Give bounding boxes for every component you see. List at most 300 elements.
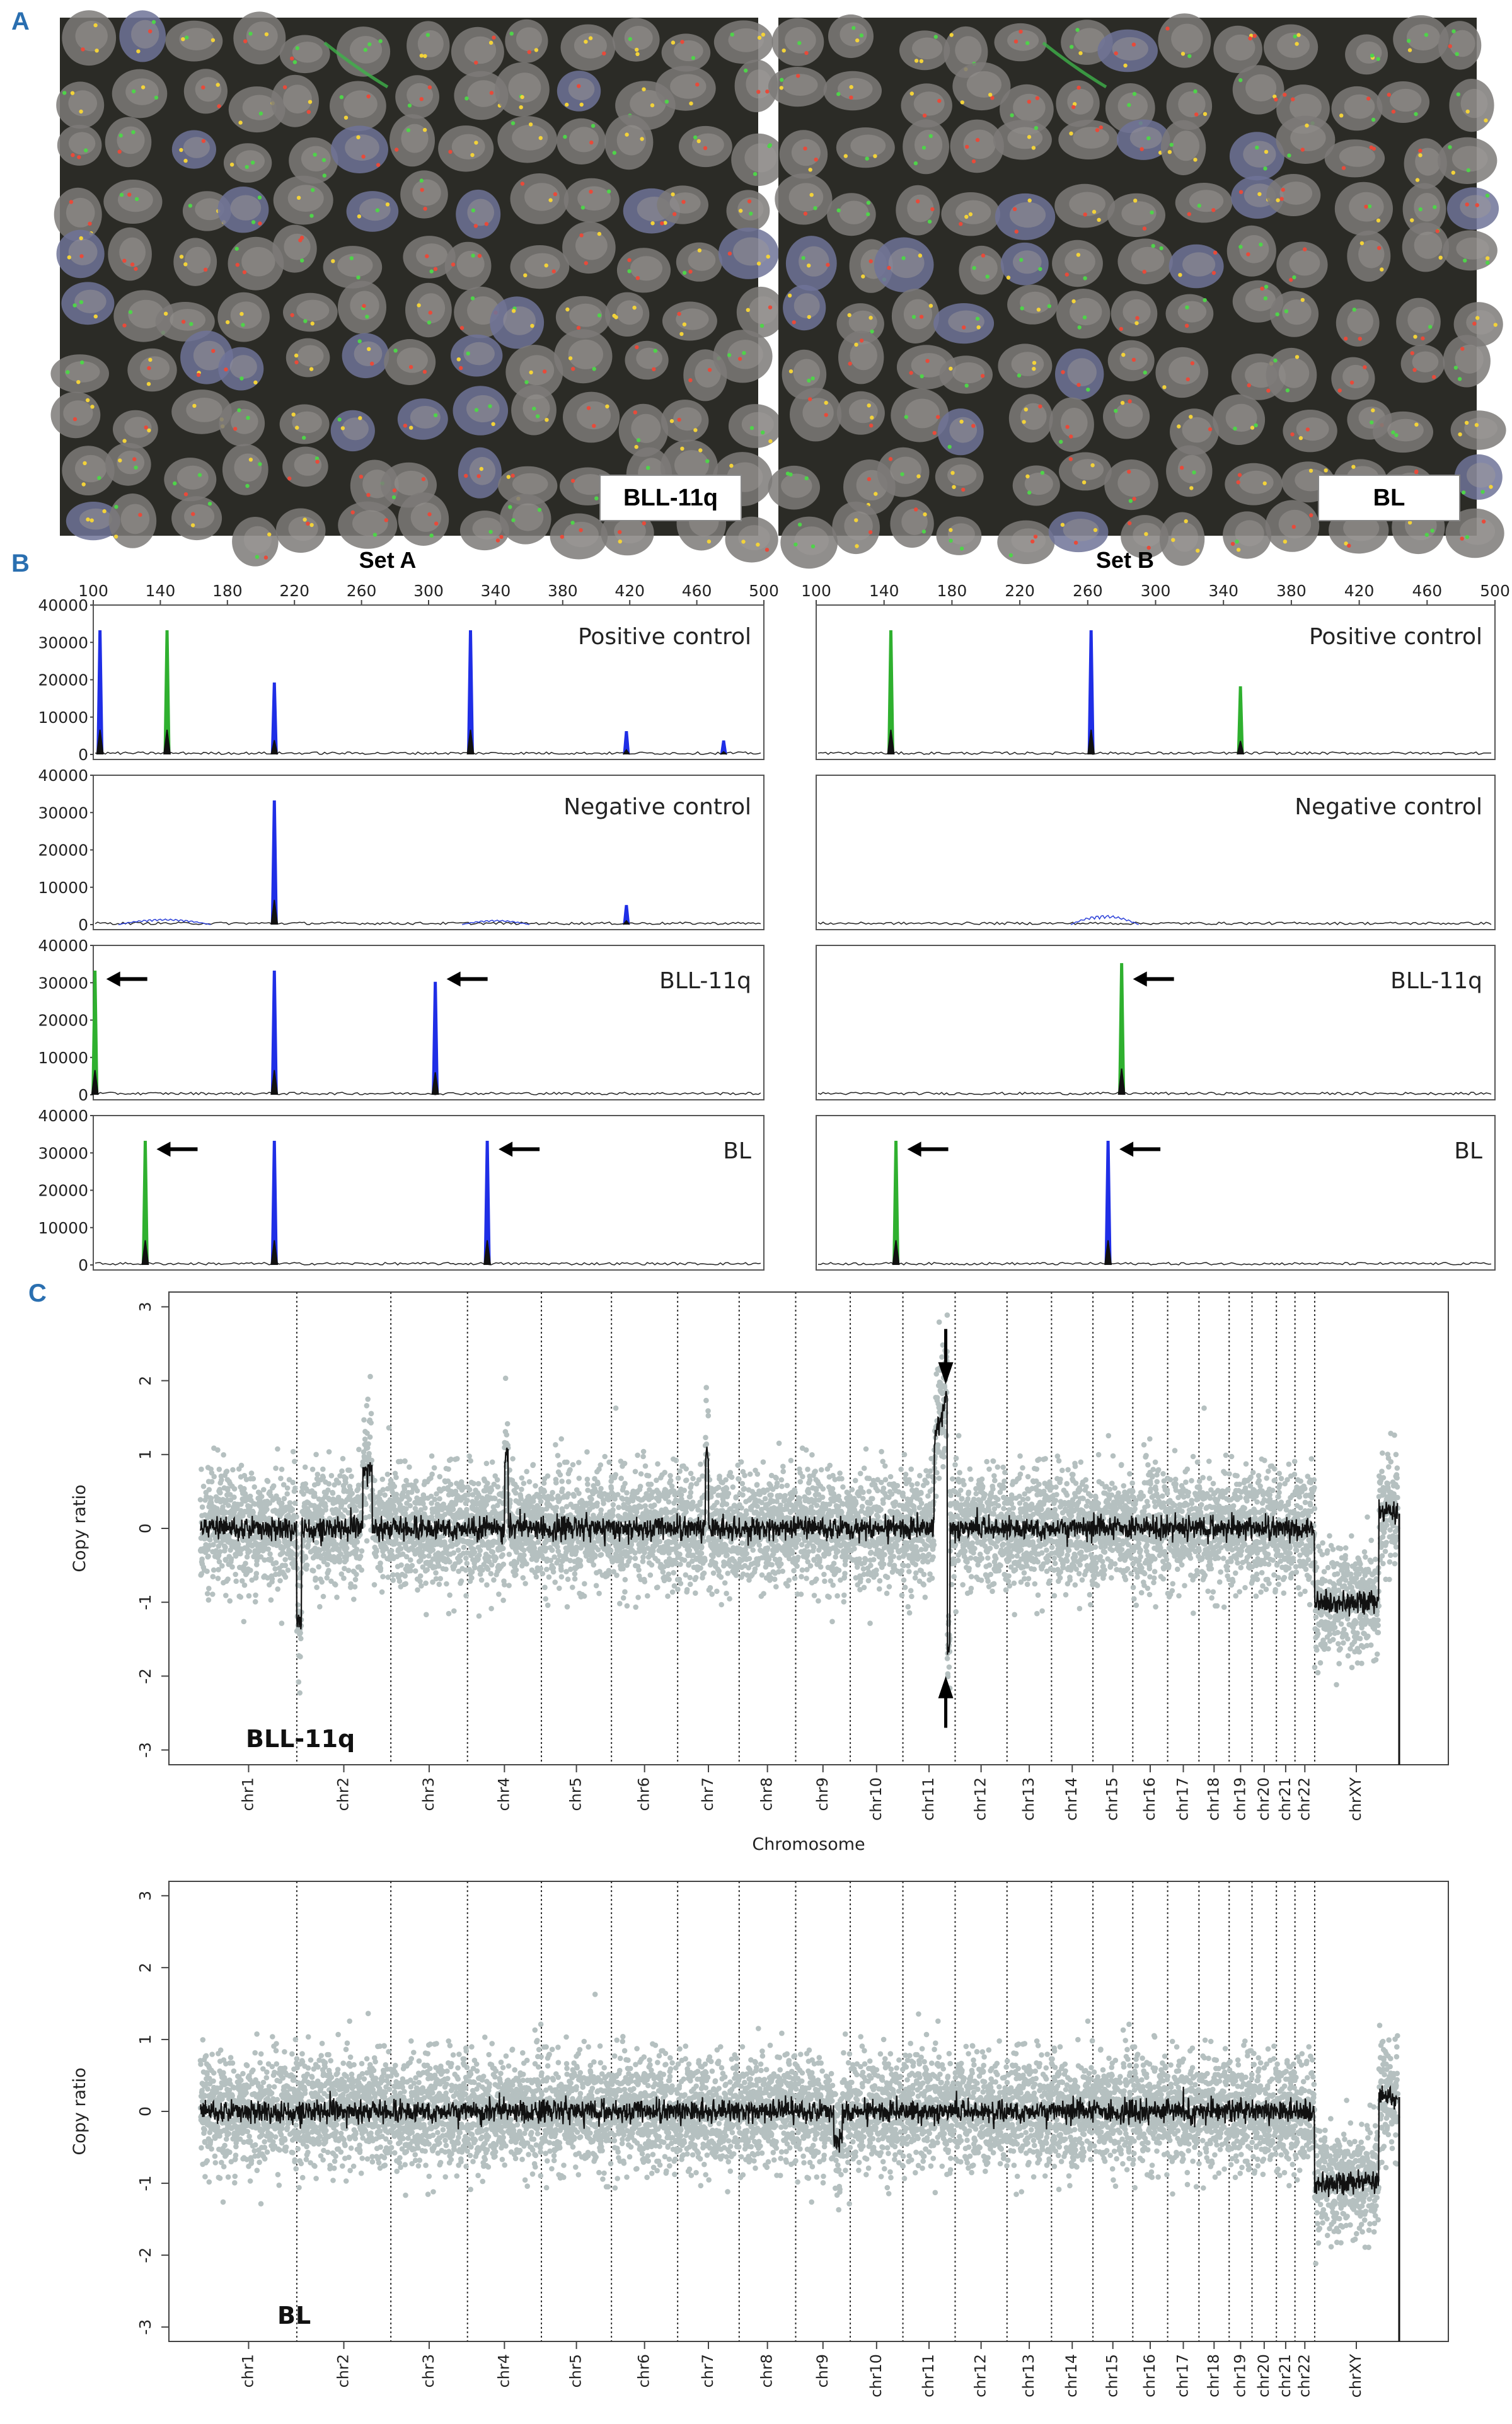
bin-point — [464, 1507, 470, 1513]
bin-point — [578, 1563, 584, 1569]
x-tick-label: 180 — [212, 582, 243, 600]
x-tick-label: 340 — [1208, 582, 1239, 600]
trace-label: Positive control — [577, 624, 751, 650]
bin-point — [805, 1467, 811, 1472]
bin-point — [201, 1484, 207, 1489]
trace-label: BL — [723, 1138, 751, 1164]
bin-point — [292, 1486, 298, 1491]
bin-point — [584, 1449, 590, 1455]
bin-point — [282, 1496, 287, 1502]
bin-point — [488, 1606, 494, 1612]
bin-point — [381, 1487, 386, 1492]
bin-point — [582, 1581, 587, 1587]
bin-point — [221, 1452, 226, 1458]
bin-point — [913, 1575, 918, 1581]
bin-point — [447, 1593, 453, 1598]
bin-point — [830, 1486, 836, 1492]
bin-point — [903, 1584, 908, 1590]
bin-point — [907, 1610, 913, 1616]
bin-point — [210, 1591, 216, 1597]
bin-point — [668, 1478, 674, 1484]
bin-point — [320, 1467, 326, 1472]
bin-point — [703, 1398, 709, 1404]
bin-point — [882, 1552, 887, 1557]
bin-point — [506, 1583, 512, 1588]
bin-point — [356, 1447, 362, 1453]
bin-point — [744, 1511, 749, 1517]
x-tick-label: 300 — [1140, 582, 1171, 600]
bin-point — [699, 1550, 705, 1556]
bin-point — [676, 1475, 681, 1481]
bin-point — [740, 1481, 746, 1487]
bin-point — [199, 1557, 205, 1562]
bin-point — [707, 1477, 713, 1483]
bin-point — [248, 1567, 253, 1573]
bin-point — [527, 1479, 533, 1485]
bin-point — [862, 1585, 867, 1591]
bin-point — [808, 1563, 814, 1569]
bin-point — [402, 1458, 408, 1464]
bin-point — [398, 1546, 404, 1552]
bin-point — [713, 1561, 718, 1566]
bin-point — [667, 1473, 673, 1479]
y-tick-label: 10000 — [38, 708, 88, 727]
bin-point — [430, 1547, 436, 1553]
bin-point — [794, 1564, 800, 1569]
bin-point — [728, 1470, 734, 1475]
bin-point — [625, 1603, 630, 1609]
bin-point — [500, 1598, 506, 1603]
bin-point — [598, 1486, 604, 1492]
bin-point — [380, 1574, 386, 1579]
bin-point — [353, 1577, 359, 1583]
bin-point — [841, 1593, 847, 1598]
bin-point — [837, 1470, 843, 1476]
bin-point — [665, 1593, 671, 1599]
bin-point — [814, 1503, 820, 1508]
bin-point — [514, 1484, 520, 1490]
bin-point — [451, 1608, 457, 1614]
trace-panel — [816, 605, 1495, 759]
bin-point — [567, 1467, 573, 1473]
bin-point — [558, 1472, 563, 1478]
bin-point — [396, 1542, 402, 1547]
bin-point — [446, 1467, 451, 1472]
bin-point — [476, 1552, 482, 1558]
bin-point — [913, 1544, 919, 1550]
x-tick-label: 180 — [937, 582, 967, 600]
bin-point — [542, 1584, 548, 1590]
bin-point — [682, 1557, 688, 1563]
bin-point — [867, 1544, 873, 1550]
trace-label: Positive control — [1308, 624, 1482, 650]
bin-point — [717, 1474, 722, 1479]
bin-point — [834, 1593, 840, 1599]
bin-point — [646, 1473, 652, 1479]
bin-point — [254, 1571, 260, 1576]
capillary-electrophoresis-plots — [0, 580, 1512, 1274]
bin-point — [407, 1497, 412, 1503]
y-tick-label: 10000 — [38, 1218, 88, 1237]
bin-point — [340, 1514, 346, 1520]
bin-point — [558, 1567, 564, 1573]
bin-point — [314, 1584, 320, 1590]
bin-point — [325, 1562, 330, 1567]
bin-point — [463, 1555, 469, 1561]
bin-point — [291, 1449, 296, 1455]
bin-point — [303, 1481, 308, 1487]
y-tick-label: -3 — [136, 1742, 154, 1758]
bin-point — [908, 1588, 914, 1594]
bin-point — [337, 1557, 343, 1562]
bin-point — [564, 1460, 570, 1465]
bin-point — [485, 1480, 490, 1486]
bin-point — [239, 1463, 245, 1469]
bin-point — [708, 1585, 713, 1591]
y-tick-label: 20000 — [38, 671, 88, 690]
bin-point — [386, 1425, 392, 1431]
bin-point — [739, 1540, 745, 1546]
bin-point — [867, 1489, 872, 1494]
bin-point — [346, 1567, 352, 1573]
bin-point — [785, 1483, 790, 1489]
panel-letter-b: B — [11, 550, 30, 577]
bin-point — [888, 1474, 894, 1480]
bin-point — [278, 1475, 284, 1481]
bin-point — [501, 1562, 507, 1567]
bin-point — [811, 1545, 817, 1550]
bin-point — [466, 1453, 472, 1459]
bin-point — [354, 1572, 359, 1578]
y-tick-label: 30000 — [38, 974, 88, 993]
bin-point — [830, 1583, 836, 1588]
bin-point — [454, 1456, 460, 1462]
trace-panel — [816, 1116, 1495, 1270]
bin-point — [881, 1561, 887, 1567]
bin-point — [596, 1591, 602, 1596]
bin-point — [901, 1578, 907, 1583]
fish-micrograph-bl — [778, 18, 1477, 536]
bin-point — [688, 1471, 694, 1477]
y-tick-label: 40000 — [38, 1107, 88, 1125]
bin-point — [472, 1550, 478, 1555]
bin-point — [826, 1595, 832, 1600]
bin-point — [374, 1549, 379, 1554]
bin-point — [477, 1548, 483, 1554]
x-tick-label: 420 — [615, 582, 645, 600]
bin-point — [251, 1484, 257, 1490]
bin-point — [471, 1481, 476, 1487]
bin-point — [329, 1473, 335, 1479]
bin-point — [417, 1579, 423, 1584]
bin-point — [519, 1475, 525, 1481]
bin-point — [684, 1477, 690, 1483]
bin-point — [642, 1550, 647, 1555]
bin-point — [429, 1472, 435, 1477]
bin-point — [233, 1579, 239, 1584]
bin-point — [761, 1591, 766, 1596]
y-tick-label: 0 — [78, 916, 88, 934]
bin-point — [799, 1591, 804, 1597]
bin-point — [913, 1562, 919, 1567]
bin-point — [552, 1579, 558, 1585]
bin-point — [902, 1452, 908, 1458]
bin-point — [839, 1509, 845, 1515]
bin-point — [283, 1574, 289, 1580]
bin-point — [241, 1619, 247, 1625]
bin-point — [670, 1590, 676, 1595]
bin-point — [456, 1547, 461, 1553]
bin-point — [739, 1459, 744, 1465]
bin-point — [608, 1548, 614, 1554]
y-tick-label: -1 — [136, 1594, 154, 1610]
bin-point — [490, 1549, 496, 1555]
x-tick-label: 460 — [681, 582, 712, 600]
y-tick-label: 20000 — [38, 841, 88, 860]
bin-point — [610, 1513, 616, 1518]
bin-point — [352, 1584, 358, 1590]
bin-point — [698, 1566, 703, 1571]
bin-point — [282, 1557, 288, 1562]
bin-point — [251, 1476, 257, 1482]
bin-point — [324, 1575, 330, 1581]
bin-point — [344, 1545, 350, 1551]
bin-point — [510, 1456, 516, 1462]
bin-point — [558, 1436, 564, 1442]
bin-point — [359, 1567, 364, 1573]
bin-point — [594, 1583, 599, 1589]
bin-point — [469, 1575, 475, 1581]
bin-point — [358, 1554, 364, 1559]
bin-point — [792, 1490, 798, 1496]
bin-point — [540, 1571, 546, 1576]
bin-point — [726, 1491, 732, 1496]
bin-point — [423, 1581, 429, 1586]
y-axis-label: Copy ratio — [70, 1484, 89, 1573]
bin-point — [709, 1591, 715, 1597]
bin-point — [652, 1503, 657, 1508]
bin-point — [472, 1565, 478, 1571]
y-tick-label: 2 — [136, 1375, 154, 1386]
bin-point — [372, 1582, 378, 1588]
trace-label: BLL-11q — [1390, 968, 1482, 994]
bin-point — [448, 1482, 454, 1487]
bin-point — [666, 1499, 672, 1505]
bin-point — [205, 1554, 211, 1559]
bin-point — [378, 1561, 383, 1566]
bin-point — [765, 1545, 771, 1551]
bin-point — [875, 1488, 880, 1494]
bin-point — [582, 1593, 587, 1599]
bin-point — [895, 1483, 901, 1489]
bin-point — [611, 1502, 616, 1508]
bin-point — [347, 1467, 352, 1473]
bin-point — [677, 1469, 683, 1474]
bin-point — [413, 1568, 418, 1574]
bin-point — [557, 1586, 562, 1591]
bin-point — [393, 1510, 398, 1516]
bin-point — [211, 1474, 217, 1480]
bin-point — [724, 1552, 730, 1558]
bin-point — [622, 1461, 628, 1467]
x-tick-label: 140 — [869, 582, 899, 600]
x-tick-label: 380 — [547, 582, 578, 600]
bin-point — [648, 1573, 654, 1578]
bin-point — [649, 1562, 655, 1568]
bin-point — [283, 1563, 289, 1569]
bin-point — [277, 1578, 283, 1584]
y-tick-label: 0 — [136, 1523, 154, 1533]
bin-point — [211, 1567, 217, 1573]
bin-point — [222, 1545, 228, 1550]
bin-point — [842, 1571, 848, 1576]
bin-point — [804, 1576, 809, 1581]
bin-point — [622, 1481, 628, 1487]
bin-point — [465, 1498, 470, 1503]
bin-point — [778, 1561, 784, 1567]
bin-point — [484, 1461, 490, 1467]
bin-point — [326, 1568, 332, 1574]
bin-point — [249, 1470, 255, 1476]
bin-point — [290, 1507, 296, 1513]
bin-point — [812, 1593, 817, 1598]
bin-point — [385, 1472, 391, 1477]
bin-point — [860, 1504, 865, 1509]
bin-point — [819, 1467, 824, 1473]
bin-point — [641, 1449, 647, 1455]
bin-point — [303, 1555, 309, 1561]
bin-point — [860, 1496, 866, 1501]
bin-point — [199, 1467, 204, 1472]
bin-point — [618, 1475, 624, 1481]
bin-point — [727, 1596, 732, 1602]
bin-point — [792, 1576, 798, 1581]
bin-point — [285, 1486, 291, 1491]
bin-point — [906, 1477, 912, 1483]
bin-point — [290, 1480, 296, 1486]
bin-point — [891, 1554, 897, 1559]
bin-point — [565, 1491, 571, 1497]
bin-point — [683, 1509, 689, 1515]
bin-point — [267, 1551, 273, 1557]
bin-point — [818, 1564, 824, 1570]
bin-point — [860, 1489, 866, 1495]
bin-point — [215, 1447, 221, 1453]
bin-point — [408, 1557, 413, 1563]
bin-point — [724, 1486, 730, 1492]
bin-point — [560, 1486, 565, 1492]
bin-point — [855, 1564, 860, 1570]
bin-point — [378, 1566, 384, 1571]
bin-point — [300, 1543, 306, 1549]
fish-cells-image — [778, 18, 1477, 536]
bin-point — [519, 1487, 524, 1492]
bin-point — [617, 1601, 623, 1607]
bin-point — [422, 1505, 428, 1511]
bin-point — [779, 1477, 785, 1483]
bin-point — [545, 1474, 551, 1479]
trace-label: BL — [1454, 1138, 1482, 1164]
bin-point — [492, 1496, 498, 1501]
bin-point — [851, 1546, 857, 1552]
bin-point — [367, 1434, 373, 1440]
x-tick-label: 300 — [413, 582, 444, 600]
bin-point — [392, 1484, 398, 1489]
bin-point — [725, 1571, 730, 1576]
bin-point — [807, 1477, 813, 1483]
bin-point — [534, 1574, 540, 1580]
bin-point — [687, 1548, 693, 1554]
bin-point — [739, 1505, 744, 1511]
bin-point — [421, 1554, 427, 1559]
bin-point — [206, 1586, 212, 1591]
bin-point — [259, 1494, 265, 1499]
bin-point — [909, 1482, 915, 1488]
bin-point — [714, 1500, 720, 1506]
bin-point — [627, 1555, 633, 1561]
bin-point — [772, 1576, 778, 1582]
bin-point — [330, 1491, 336, 1496]
bin-point — [701, 1571, 707, 1576]
x-tick-label: 220 — [279, 582, 310, 600]
bin-point — [885, 1574, 891, 1580]
bin-point — [829, 1619, 835, 1625]
bin-point — [373, 1554, 379, 1559]
trace-label: Negative control — [1295, 794, 1482, 820]
bin-point — [486, 1554, 492, 1560]
bin-point — [633, 1555, 638, 1561]
bin-point — [451, 1507, 456, 1513]
bin-point — [877, 1586, 882, 1592]
bin-point — [206, 1597, 212, 1603]
bin-point — [699, 1544, 705, 1550]
bin-point — [821, 1572, 827, 1578]
bin-point — [485, 1566, 491, 1572]
bin-point — [458, 1558, 463, 1564]
bin-point — [669, 1484, 675, 1489]
bin-point — [365, 1397, 371, 1402]
bin-point — [542, 1489, 548, 1494]
bin-point — [773, 1584, 779, 1590]
bin-point — [268, 1556, 274, 1562]
bin-point — [253, 1599, 258, 1605]
bin-point — [340, 1456, 346, 1462]
bin-point — [415, 1488, 420, 1494]
bin-point — [553, 1480, 559, 1486]
bin-point — [207, 1537, 213, 1543]
bin-point — [887, 1584, 892, 1590]
y-tick-label: 40000 — [38, 937, 88, 955]
bin-point — [451, 1550, 457, 1556]
bin-point — [270, 1576, 275, 1582]
bin-point — [223, 1593, 229, 1598]
x-tick-label: 140 — [145, 582, 176, 600]
bin-point — [566, 1479, 572, 1485]
bin-point — [722, 1580, 728, 1586]
bin-point — [298, 1636, 304, 1642]
bin-point — [576, 1491, 582, 1496]
bin-point — [287, 1500, 293, 1506]
bin-point — [799, 1574, 804, 1579]
y-tick-label: 40000 — [38, 596, 88, 615]
x-tick-label: 500 — [1480, 582, 1510, 600]
y-tick-label: 10000 — [38, 878, 88, 897]
bin-point — [790, 1549, 795, 1555]
bin-point — [787, 1578, 792, 1583]
bin-point — [361, 1417, 367, 1423]
bin-point — [219, 1477, 224, 1483]
bin-point — [868, 1563, 874, 1569]
